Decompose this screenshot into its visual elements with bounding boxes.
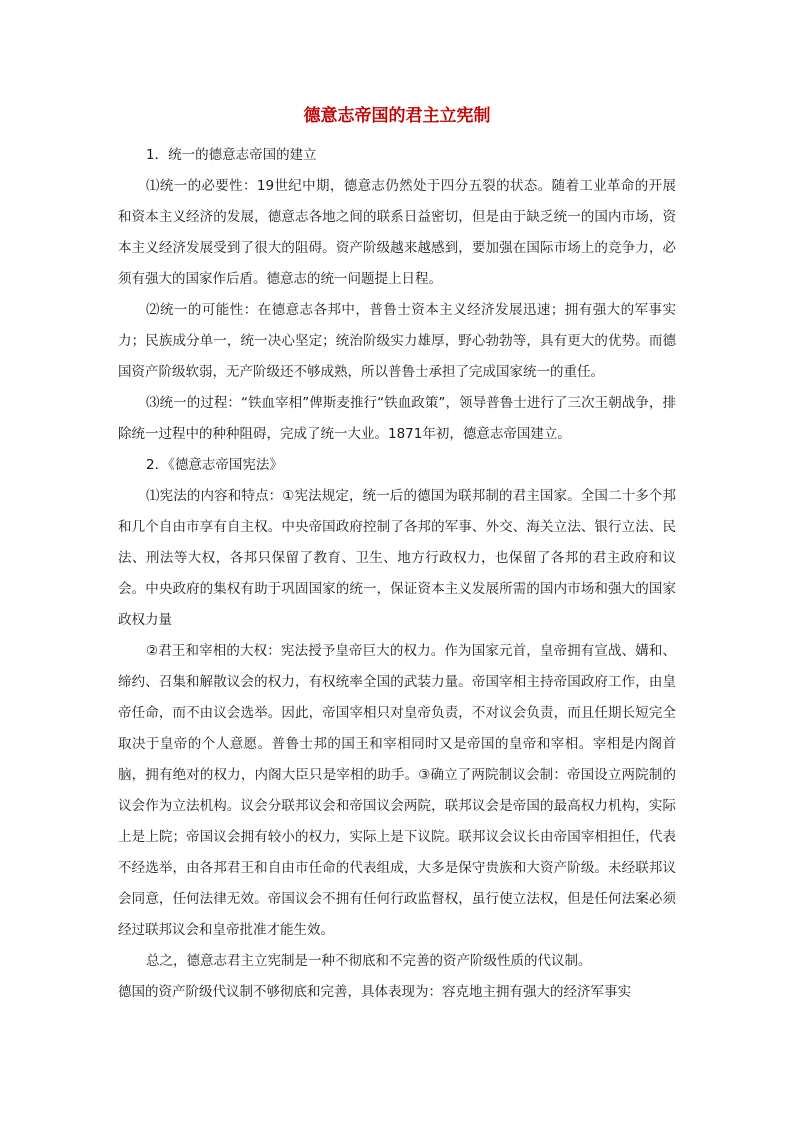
section-2-paragraph-powers: ②君王和宰相的大权：宪法授予皇帝巨大的权力。作为国家元首，皇帝拥有宣战、媾和、缔约、召集和解散议会的权力，有权统率全国的武装力量。帝国宰相主持帝国政府工作，由皇帝任命，而不由议会选举。因此，帝国宰相只对皇帝负责，不对议会负责，而且任期长短完全取决于皇帝的个人意愿。普鲁士邦的国王和宰相同时又是帝国的皇帝和宰相。宰相是内阁首脑，拥有绝对的权力，内阁大臣只是宰相的助手。③确立了两院制议会制：帝国设立两院制的议会作为立法机构。议会分联邦议会和帝国议会两院，联邦议会是帝国的最高权力机构，实际上是上院；帝国议会拥有较小的权力，实际上是下议院。联邦议会议长由帝国宰相担任，代表不经选举，由各邦君王和自由市任命的代表组成，大多是保守贵族和大资产阶级。未经联邦议会同意，任何法律无效。帝国议会不拥有任何行政监督权，虽行使立法权，但是任何法案必须经过联邦议会和皇帝批准才能生效。 xyxy=(118,643,676,938)
section-2-paragraph-details: 德国的资产阶级代议制不够彻底和完善，具体表现为：容克地主拥有强大的经济军事实 xyxy=(118,984,631,1000)
document-title: 德意志帝国的君主立宪制 xyxy=(303,106,491,126)
section-2-paragraph-content: ⑴宪法的内容和特点：①宪法规定，统一后的德国为联邦制的君主国家。全国二十多个邦和几个自由市享有自主权。中央帝国政府控制了各邦的军事、外交、海关立法、银行立法、民法、刑法等大权，各邦只保留了教育、卫生、地方行政权力，也保留了各邦的君主政府和议会。中央政府的集权有助于巩固国家的统一，保证资本主义发展所需的国内市场和强大的国家政权力量 xyxy=(118,488,676,628)
section-1-paragraph-process: ⑶统一的过程：“铁血宰相”俾斯麦推行“铁血政策”，领导普鲁士进行了三次王朝战争，排除统一过程中的种种阻碍，完成了统一大业。1871年初，德意志帝国建立。 xyxy=(118,395,676,442)
document-page xyxy=(118,104,676,1008)
section-1-paragraph-necessity: ⑴统一的必要性：19世纪中期，德意志仍然处于四分五裂的状态。随着工业革命的开展和资本主义经济的发展，德意志各地之间的联系日益密切，但是由于缺乏统一的国内市场，资本主义经济发展受到了很大的阻碍。资产阶级越来越感到，要加强在国际市场上的竞争力，必须有强大的国家作后盾。德意志的统一问题提上日程。 xyxy=(118,178,676,287)
section-1-heading: 1．统一的德意志帝国的建立 xyxy=(146,147,317,163)
section-2-heading: 2．《德意志帝国宪法》 xyxy=(146,457,283,473)
section-1-paragraph-possibility: ⑵统一的可能性：在德意志各邦中，普鲁士资本主义经济发展迅速；拥有强大的军事实力；民族成分单一，统一决心坚定；统治阶级实力雄厚，野心勃勃等，具有更大的优势。而德国资产阶级软弱，无产阶级还不够成熟，所以普鲁士承担了完成国家统一的重任。 xyxy=(118,302,676,380)
section-2-paragraph-summary: 总之，德意志君主立宪制是一种不彻底和不完善的资产阶级性质的代议制。 xyxy=(146,953,592,969)
